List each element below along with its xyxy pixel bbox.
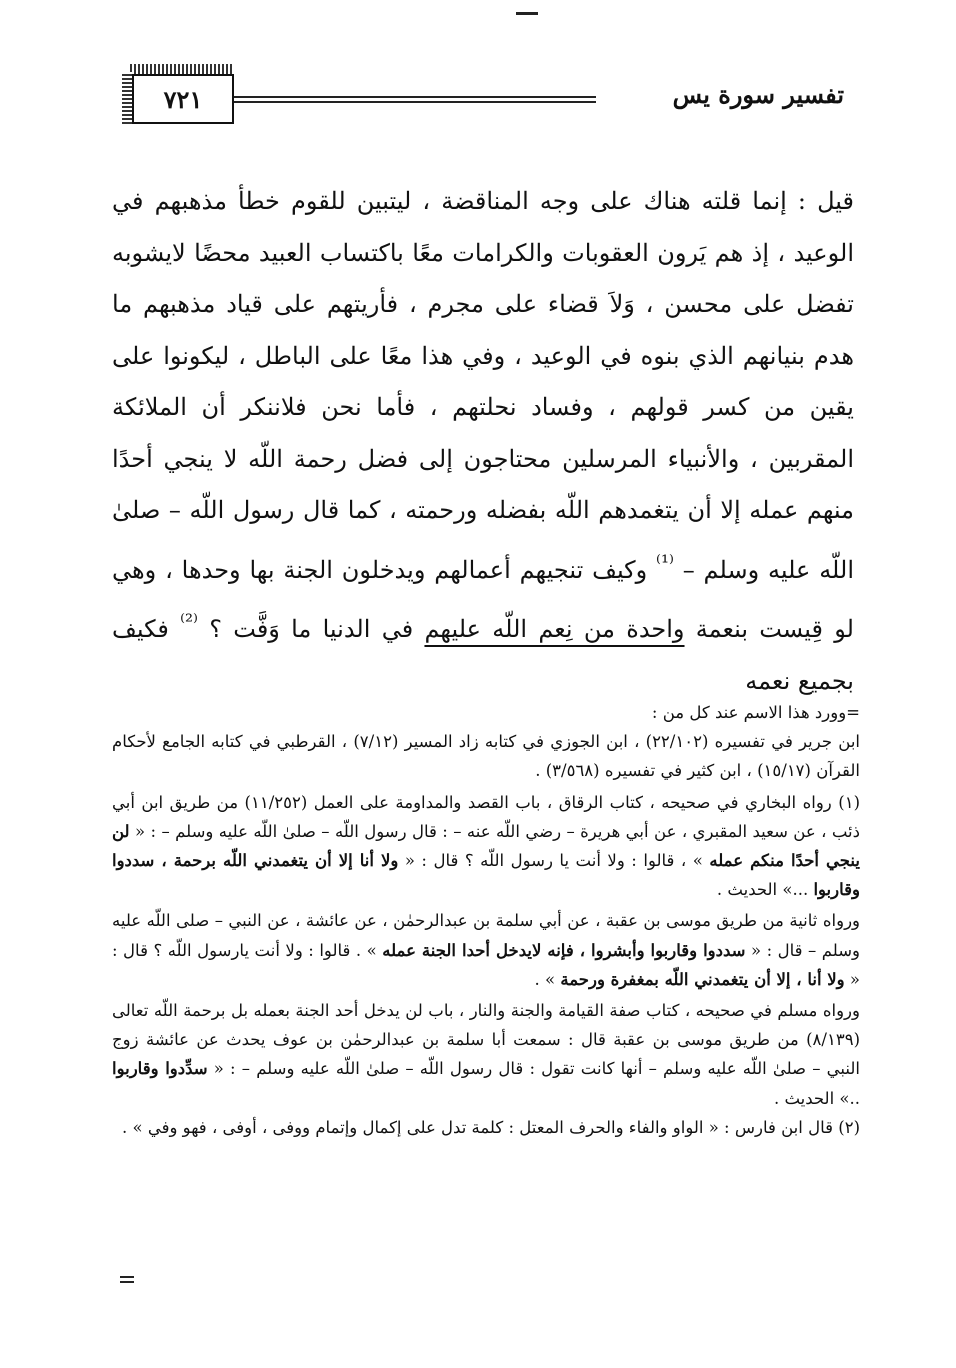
footnote-1 (112, 788, 860, 905)
footnote-text: ورواه ثانية من طريق موسى بن عقبة ، عن أبي سلمة بن عبدالرحمٰن ، عن عائشة ، عن النبي – صلى اللّه عليه وسلم – قال : « (112, 911, 860, 960)
box-shadow-pattern (122, 72, 132, 124)
running-header-title: تفسير سورة يس (672, 80, 844, 109)
footnote-text: ...» الحديث . (716, 880, 814, 900)
paragraph-text: في الدنيا ما وَفَّت ؟ (197, 615, 425, 643)
footnote-continuation-refs: ابن جرير في تفسيره (٢٢/١٠٢) ، ابن الجوزي في كتابه زاد المسير (٧/١٢) ، القرطبي في كتابه الجامع لأحكام القرآن (١٥/١٧) ، ابن كثير في تفسيره (٣/٥٦٨) . (112, 732, 860, 781)
page-number-frame (132, 74, 234, 124)
footnote-continuation-intro: =وورد هذا الاسم عند كل من : (651, 703, 860, 722)
footnote-1-second-narration (112, 906, 860, 994)
footnote-2: (٢) قال ابن فارس : « الواو والفاء والحرف المعتل : كلمة تدل على إكمال وإتمام ووفى ، أوفى ، فهو وفي » . (122, 1117, 860, 1137)
paragraph-text: وكيف تنجيهم أعمالهم ويدخلون الجنة بها وحدها ، وهي لو قِيست بنعمة (112, 555, 854, 643)
hadith-quote: سددوا وقاربوا وأبشروا ، فإنه لايدخل أحدا الجنة عمله (382, 940, 746, 960)
footnote-text: » . (534, 969, 561, 989)
footnotes-section (112, 698, 860, 1142)
footnote-ref-1: ⁽¹⁾ (656, 549, 674, 574)
footnote-ref-2: ⁽²⁾ (180, 609, 198, 633)
top-dash-mark (516, 12, 538, 15)
footnote-1-muslim-narration (112, 996, 860, 1113)
continuation-mark (120, 1281, 134, 1283)
underlined-phrase: واحدة من نِعم اللّه عليهم (424, 615, 685, 643)
hadith-quote: ولا أنا ، إلا أن يتغمدني اللّه بمغفرة ورحمة (560, 969, 845, 989)
page-number: ٧٢١ (163, 84, 203, 114)
footnote-text: » ، قالوا : ولا أنت يا رسول اللّه ؟ قال : « (398, 851, 710, 871)
footnote-text: (١) رواه البخاري في صحيحه ، كتاب الرقاق ، باب القصد والمداومة على العمل (١١/٢٥٢) من طريق ابن أبي ذئب ، عن سعيد المقبري ، عن أبي هريرة – رضي اللّه عنه – : قال رسول اللّه – صلىٰ اللّه عليه وسلم – : « (112, 792, 860, 841)
header-rule (232, 96, 596, 98)
main-paragraph (112, 176, 854, 707)
footnote-text: » . قالوا : ولا أنت يارسول اللّه ؟ قال : « (112, 940, 860, 989)
continuation-mark (120, 1276, 134, 1278)
page-number-box (122, 64, 234, 124)
box-shadow-pattern (130, 64, 234, 74)
hadith-quote: لن ينجي أحدًا منكم عمله (112, 821, 861, 871)
main-text (112, 176, 854, 707)
footnote-text: ..» الحديث . (773, 1088, 860, 1108)
paragraph-text: قيل : إنما قلته هناك على وجه المناقضة ، ليتبين للقوم خطأ مذهبهم في الوعيد ، إذ هم يَرون العقوبات والكرامات معًا باكتساب العبيد محضًا لايشوبه تفضل على محسن ، وَلاَ قضاء على مجرم ، فأريتهم على قياد مذهبهم ما هدم بنيانهم الذي بنوه في الوعيد ، وفي هذا معًا على الباطل ، ليكونوا على يقين من كسر قولهم ، وفساد نحلتهم ، فأما نحن فلاننكر أن الملائكة المقربين ، والأنبياء المرسلين محتاجون إلى فضل رحمة اللّه لا ينجي أحدًا منهم عمله إلا أن يتغمدهم اللّه بفضله ورحمته ، كما قال رسول اللّه – صلىٰ اللّه عليه وسلم – (112, 187, 855, 584)
header-rule (232, 101, 596, 103)
hadith-quote: سدِّدوا وقاربوا (112, 1059, 208, 1079)
paragraph-text: فكيف بجميع نعمه (112, 615, 854, 695)
hadith-quote: ولا أنا إلا أن يتغمدني اللّه برحمة ، سددوا وقاربوا (112, 851, 860, 900)
footnote-text: ورواه مسلم في صحيحه ، كتاب صفة القيامة والجنة والنار ، باب لن يدخل أحد الجنة بعمله بل برحمة اللّه تعالى (٨/١٣٩) من طريق موسى بن عقبة قال : سمعت أبا سلمة بن عبدالرحمٰن بن عوف يحدث عن عائشة زوج النبي – صلىٰ اللّه عليه وسلم – أنها كانت تقول : قال رسول اللّه – صلىٰ اللّه عليه وسلم – : « (112, 1001, 860, 1079)
